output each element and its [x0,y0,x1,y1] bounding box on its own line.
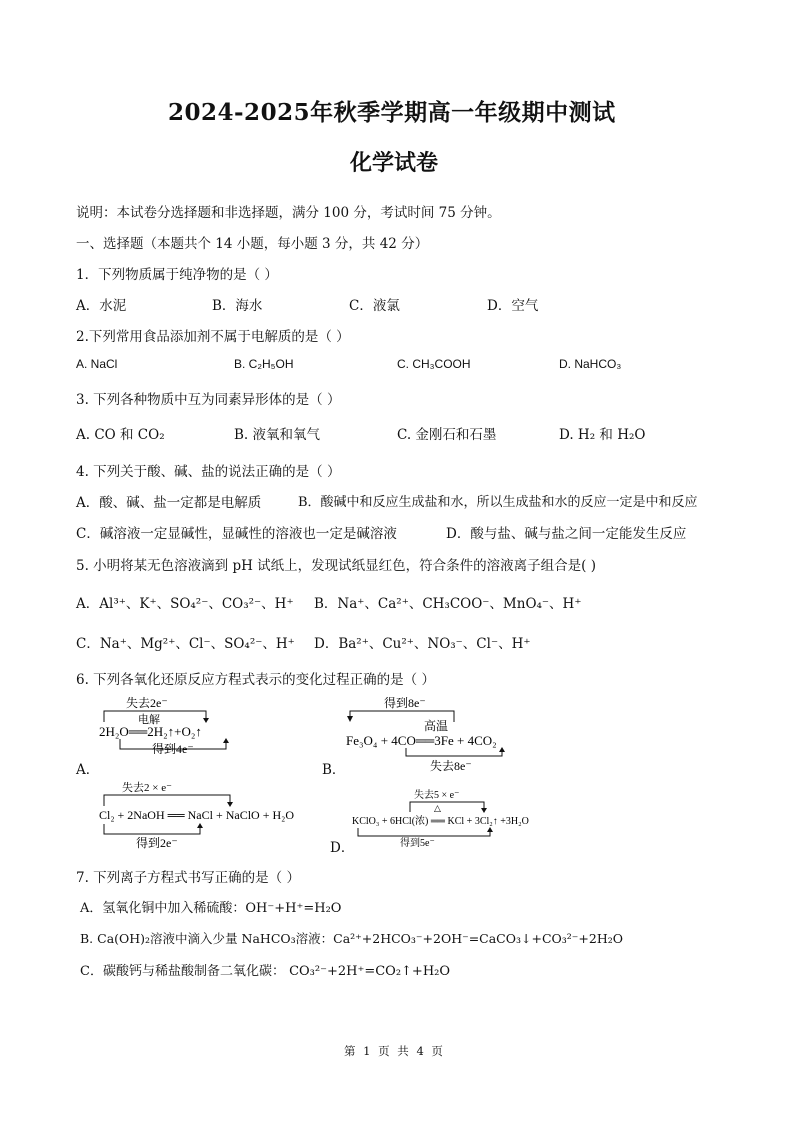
question-stem: 5. 小明将某无色溶液滴到 pH 试纸上，发现试纸显红色，符合条件的溶液离子组合是( ) [76,558,596,574]
option-d: D．Ba²⁺、Cu²⁺、NO₃⁻、Cl⁻、H⁺ [314,636,531,652]
redox-diagram-a [96,694,276,754]
option-b: B. Ca(OH)₂溶液中滴入少量 NaHCO₃溶液：Ca²⁺+2HCO₃⁻+2OH⁻=CaCO₃↓+CO₃²⁻+2H₂O [80,931,623,946]
arrowhead [223,738,229,743]
option-b: B．酸碱中和反应生成盐和水，所以生成盐和水的反应一定是中和反应 [298,495,698,510]
arrowhead [203,718,209,723]
option-d: D. NaHCO₃ [559,357,622,371]
option-d: D．空气 [487,298,539,314]
option-c: C. CH₃COOH [397,357,471,371]
transfer-bracket [406,748,502,756]
transfer-bracket [358,828,490,836]
question-stem: 3. 下列各种物质中互为同素异形体的是（ ） [76,392,341,408]
reaction-condition: 电解 [138,714,160,726]
option-b: B． [322,762,346,778]
electron-transfer-label: 失去5 × e⁻ [414,790,460,801]
option-a: A．Al³⁺、K⁺、SO₄²⁻、CO₃²⁻、H⁺ [76,596,294,612]
arrowhead [227,802,233,807]
option-a: A． [76,762,100,778]
option-a: A．酸、碱、盐一定都是电解质 [76,495,262,511]
page-subtitle: 化学试卷 [350,150,439,176]
option-a: A．氢氧化铜中加入稀硫酸：OH⁻+H⁺=H₂O [80,901,342,916]
arrowhead [487,827,493,832]
option-c: C．Na⁺、Mg²⁺、Cl⁻、SO₄²⁻、H⁺ [76,636,295,652]
reaction-equation: KClO₃ + 6HCl(浓) ══ KCl + 3Cl₂↑ +3H₂O [352,816,529,827]
option-b: B. 液氧和氧气 [234,427,321,443]
question-stem: 1．下列物质属于纯净物的是（ ） [76,267,278,283]
page-title: 2024-2025年秋季学期高一年级期中测试 [168,99,616,126]
transfer-bracket [104,795,230,806]
page-number: 第 1 页 共 4 页 [344,1044,445,1058]
redox-diagram-b [344,694,544,774]
option-d: D．酸与盐、碱与盐之间一定能发生反应 [446,526,687,542]
option-c: C．碳酸钙与稀盐酸制备二氧化碳： CO₃²⁻+2H⁺=CO₂↑+H₂O [80,964,451,979]
transfer-bracket [104,824,200,834]
redox-diagram-d [350,786,550,848]
arrowhead [499,747,505,752]
option-d: D． [330,840,355,856]
question-stem: 7. 下列离子方程式书写正确的是（ ） [76,870,300,886]
option-a: A. CO 和 CO₂ [76,427,165,443]
option-d: D. H₂ 和 H₂O [559,427,646,443]
question-stem: 2.下列常用食品添加剂不属于电解质的是（ ） [76,329,350,345]
electron-transfer-label: 得到2e⁻ [136,836,178,850]
option-c: C．液氯 [349,298,400,314]
electron-transfer-label: 失去8e⁻ [430,759,472,773]
transfer-bracket [410,802,484,812]
electron-transfer-label: 得到5e⁻ [400,838,435,848]
reaction-condition: 高温 [424,719,449,733]
reaction-condition: △ [434,803,441,813]
section-heading: 一、选择题（本题共个 14 小题，每小题 3 分，共 42 分） [76,236,429,252]
electron-transfer-label: 失去2e⁻ [126,696,168,710]
arrowhead [347,716,353,722]
instructions: 说明：本试卷分选择题和非选择题，满分 100 分，考试时间 75 分钟。 [76,205,501,221]
question-stem: 6. 下列各氧化还原反应方程式表示的变化过程正确的是（ ） [76,672,435,688]
arrowhead [481,808,487,813]
option-c: C．碱溶液一定显碱性，显碱性的溶液也一定是碱溶液 [76,526,397,542]
reaction-equation: Cl₂ + 2NaOH ══ NaCl + NaClO + H₂O [99,808,294,822]
electron-transfer-label: 得到4e⁻ [152,742,194,754]
option-c: C. 金刚石和石墨 [397,427,497,443]
question-stem: 4. 下列关于酸、碱、盐的说法正确的是（ ） [76,464,341,480]
electron-transfer-label: 失去2 × e⁻ [122,782,172,794]
arrowhead [197,823,203,828]
option-b: B．Na⁺、Ca²⁺、CH₃COO⁻、MnO₄⁻、H⁺ [314,596,582,612]
option-a: A．水泥 [76,298,127,314]
option-a: A. NaCl [76,357,118,371]
electron-transfer-label: 得到8e⁻ [384,696,426,710]
option-b: B. C₂H₅OH [234,357,294,371]
redox-diagram-c [96,778,306,850]
reaction-equation: 2H₂O══2H₂↑+O₂↑ [99,724,202,739]
option-b: B．海水 [212,298,263,314]
reaction-equation: Fe₃O₄ + 4CO══3Fe + 4CO₂ [346,733,497,748]
